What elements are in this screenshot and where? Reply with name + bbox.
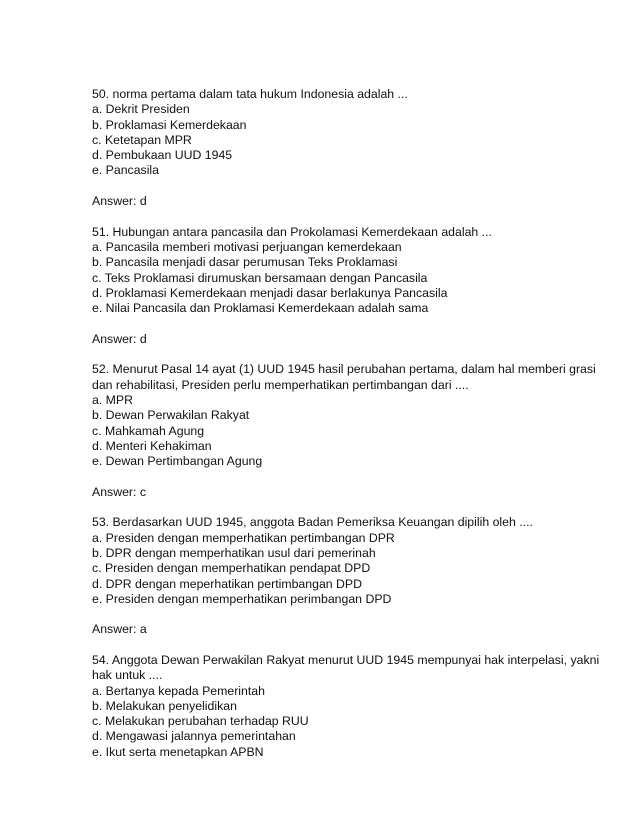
option-a: a. MPR [92, 392, 133, 407]
option-c: c. Ketetapan MPR [92, 132, 192, 147]
option-b: b. Melakukan penyelidikan [92, 698, 237, 713]
question-text: 54. Anggota Dewan Perwakilan Rakyat menurut UUD 1945 mempunyai hak interpelasi, yakni hak untuk .... [92, 652, 600, 683]
option-e: e. Pancasila [92, 163, 159, 178]
option-c: c. Teks Proklamasi dirumuskan bersamaan dengan Pancasila [92, 270, 428, 285]
question-text: 52. Menurut Pasal 14 ayat (1) UUD 1945 hasil perubahan pertama, dalam hal memberi grasi dan rehabilitasi, Presiden perlu memperhatikan pertimbangan dari .... [92, 362, 596, 392]
option-e: e. Presiden dengan memperhatikan perimbangan DPD [92, 591, 392, 606]
answer-line: Answer: c [92, 484, 146, 499]
option-d: d. Menteri Kehakiman [92, 438, 212, 453]
option-e: e. Ikut serta menetapkan APBN [92, 744, 264, 759]
question-50 [92, 87, 612, 209]
question-text: 53. Berdasarkan UUD 1945, anggota Badan Pemeriksa Keuangan dipilih oleh .... [92, 515, 533, 530]
option-d: d. Pembukaan UUD 1945 [92, 148, 233, 163]
option-d: d. Mengawasi jalannya pemerintahan [92, 729, 296, 744]
option-list [92, 240, 612, 316]
option-b: b. Pancasila menjadi dasar perumusan Teks Proklamasi [92, 255, 398, 270]
option-a: a. Presiden dengan memperhatikan pertimbangan DPR [92, 530, 395, 545]
question-53 [92, 515, 612, 637]
option-a: a. Pancasila memberi motivasi perjuangan kemerdekaan [92, 239, 402, 254]
answer-line: Answer: a [92, 622, 147, 637]
question-54 [92, 653, 612, 760]
question-52 [92, 362, 612, 500]
option-a: a. Dekrit Presiden [92, 102, 190, 117]
answer-line: Answer: d [92, 331, 147, 346]
option-b: b. Proklamasi Kemerdekaan [92, 117, 247, 132]
option-a: a. Bertanya kepada Pemerintah [92, 683, 265, 698]
option-d: d. Proklamasi Kemerdekaan menjadi dasar berlakunya Pancasila [92, 285, 448, 300]
option-c: c. Melakukan perubahan terhadap RUU [92, 714, 309, 729]
document-page [92, 87, 612, 760]
question-text: 51. Hubungan antara pancasila dan Prokolamasi Kemerdekaan adalah ... [92, 224, 492, 239]
option-c: c. Mahkamah Agung [92, 423, 205, 438]
option-e: e. Dewan Pertimbangan Agung [92, 454, 263, 469]
option-list [92, 393, 612, 469]
option-d: d. DPR dengan meperhatikan pertimbangan DPD [92, 576, 363, 591]
option-e: e. Nilai Pancasila dan Proklamasi Kemerdekaan adalah sama [92, 301, 429, 316]
question-51 [92, 225, 612, 347]
question-text: 50. norma pertama dalam tata hukum Indonesia adalah ... [92, 87, 408, 101]
option-b: b. DPR dengan memperhatikan usul dari pemerinah [92, 545, 376, 560]
option-list [92, 102, 612, 178]
option-b: b. Dewan Perwakilan Rakyat [92, 408, 250, 423]
option-c: c. Presiden dengan memperhatikan pendapat DPD [92, 561, 371, 576]
option-list [92, 684, 612, 760]
option-list [92, 531, 612, 607]
answer-line: Answer: d [92, 194, 147, 209]
